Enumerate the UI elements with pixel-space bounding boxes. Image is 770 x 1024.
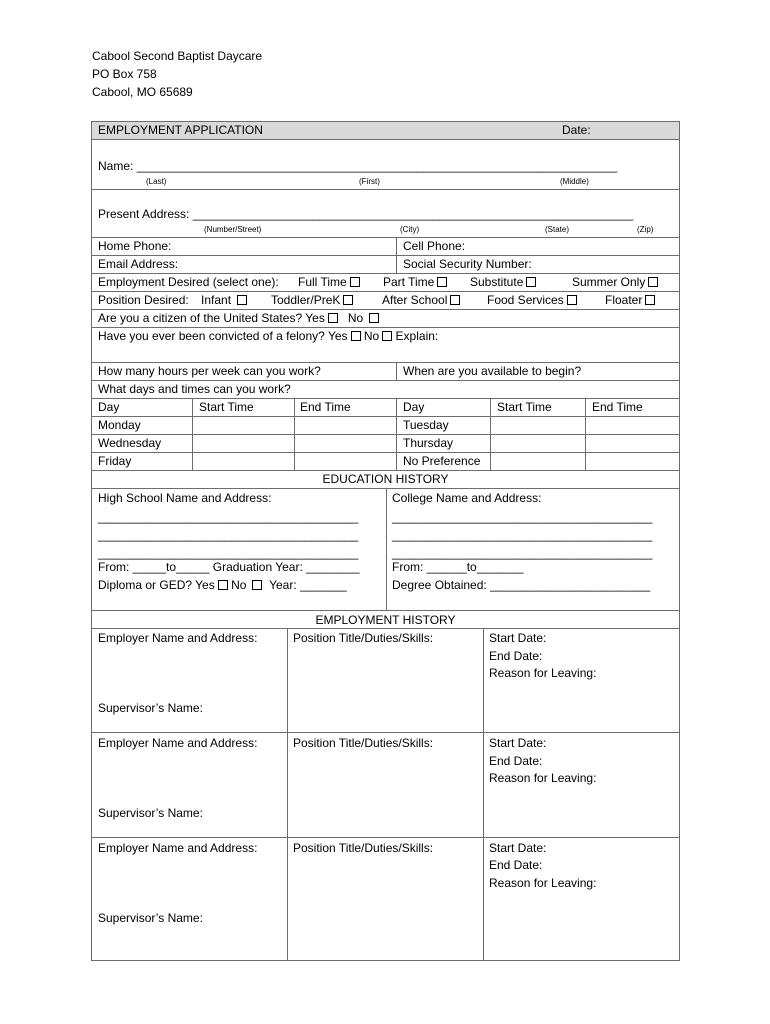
employment-header: EMPLOYMENT HISTORY (315, 613, 456, 627)
supervisor-label: Supervisor’s Name: (98, 911, 203, 925)
hs-line-1[interactable]: _______________________________________ (98, 510, 359, 524)
checkbox-part-time[interactable] (437, 277, 447, 287)
day-tuesday: Tuesday (403, 418, 449, 432)
diploma-question: Diploma or GED? Yes No Year: _______ (98, 578, 347, 592)
address-field[interactable]: __________________________________________________________________ (192, 207, 634, 221)
checkbox-full-time[interactable] (350, 277, 360, 287)
checkbox-citizen-yes[interactable] (328, 313, 338, 323)
address-label: Present Address: __________________________________________________________________ (98, 207, 634, 221)
college-line-1[interactable]: _______________________________________ (392, 510, 653, 524)
checkbox-felony-yes[interactable] (351, 331, 361, 341)
email-label[interactable]: Email Address: (98, 257, 179, 271)
hs-label: High School Name and Address: (98, 491, 272, 505)
checkbox-food-services[interactable] (567, 295, 577, 305)
divider (91, 434, 680, 435)
days-question: What days and times can you work? (98, 382, 291, 396)
checkbox-infant[interactable] (237, 295, 247, 305)
end-col-header: End Time (592, 400, 643, 414)
org-po-box: PO Box 758 (92, 67, 157, 81)
checkbox-summer-only[interactable] (648, 277, 658, 287)
divider (396, 398, 397, 470)
home-phone-label[interactable]: Home Phone: (98, 239, 172, 253)
pos-opt-toddler[interactable]: Toddler/PreK (271, 292, 353, 308)
employment-desired-label: Employment Desired (select one): (98, 275, 279, 289)
border-left (91, 121, 92, 961)
divider (490, 398, 491, 470)
reason-label: Reason for Leaving: (489, 771, 597, 785)
divider (91, 452, 680, 453)
address-street-caption: (Number/Street) (204, 225, 262, 234)
checkbox-diploma-yes[interactable] (218, 580, 228, 590)
day-friday: Friday (98, 454, 132, 468)
divider (91, 732, 680, 733)
checkbox-diploma-no[interactable] (252, 580, 262, 590)
checkbox-felony-no[interactable] (382, 331, 392, 341)
name-last-caption: (Last) (146, 177, 167, 186)
emp-opt-summer-only[interactable]: Summer Only (572, 274, 658, 290)
checkbox-citizen-no[interactable] (369, 313, 379, 323)
divider (483, 628, 484, 960)
start-col-header: Start Time (199, 400, 254, 414)
position-label: Position Title/Duties/Skills: (293, 736, 434, 750)
graduation-year[interactable]: Year: _______ (269, 578, 347, 592)
divider (396, 237, 397, 273)
end-date-label: End Date: (489, 858, 543, 872)
start-date-label: Start Date: (489, 841, 547, 855)
college-label: College Name and Address: (392, 491, 542, 505)
degree-obtained[interactable]: Degree Obtained: ________________________ (392, 578, 651, 592)
hours-question[interactable]: How many hours per week can you work? (98, 364, 321, 378)
address-city-caption: (City) (400, 225, 420, 234)
college-from-to[interactable]: From: ______to_______ (392, 560, 524, 574)
org-city: Cabool, MO 65689 (92, 85, 193, 99)
employer-label: Employer Name and Address: (98, 631, 258, 645)
position-label: Position Title/Duties/Skills: (293, 631, 434, 645)
border-bottom (91, 960, 680, 961)
divider (91, 610, 680, 611)
hs-line-2[interactable]: _______________________________________ (98, 528, 359, 542)
name-middle-caption: (Middle) (560, 177, 589, 186)
divider (91, 416, 680, 417)
checkbox-toddler[interactable] (343, 295, 353, 305)
name-first-caption: (First) (359, 177, 380, 186)
divider (287, 628, 288, 960)
divider (585, 398, 586, 470)
divider (386, 488, 387, 610)
pos-opt-floater[interactable]: Floater (605, 292, 655, 308)
emp-opt-full-time[interactable]: Full Time (298, 274, 360, 290)
employer-label: Employer Name and Address: (98, 841, 258, 855)
address-state-caption: (State) (545, 225, 570, 234)
felony-question: Have you ever been convicted of a felony? Yes No Explain: (98, 329, 439, 343)
divider (91, 628, 680, 629)
reason-label: Reason for Leaving: (489, 876, 597, 890)
pos-opt-infant[interactable]: Infant (201, 292, 247, 308)
start-date-label: Start Date: (489, 736, 547, 750)
divider (91, 237, 680, 238)
start-date-label: Start Date: (489, 631, 547, 645)
address-zip-caption: (Zip) (637, 225, 654, 234)
date-label: Date: (562, 123, 591, 137)
day-no-preference: No Preference (403, 454, 481, 468)
name-field[interactable]: ________________________________________________________________________ (136, 159, 618, 173)
position-label: Position Title/Duties/Skills: (293, 841, 434, 855)
divider (91, 189, 680, 190)
citizen-question: Are you a citizen of the United States? Yes No (98, 310, 379, 326)
pos-opt-after-school[interactable]: After School (382, 292, 460, 308)
employer-label: Employer Name and Address: (98, 736, 258, 750)
emp-opt-part-time[interactable]: Part Time (383, 274, 447, 290)
divider (192, 398, 193, 470)
begin-question[interactable]: When are you available to begin? (403, 364, 582, 378)
border-top (91, 121, 680, 122)
hs-from-to[interactable]: From: _____to_____ Graduation Year: ________ (98, 560, 360, 574)
name-label: Name: ________________________________________________________________________ (98, 159, 618, 173)
day-wednesday: Wednesday (98, 436, 162, 450)
education-header: EDUCATION HISTORY (322, 472, 449, 486)
day-col-header: Day (403, 400, 425, 414)
reason-label: Reason for Leaving: (489, 666, 597, 680)
day-monday: Monday (98, 418, 141, 432)
emp-opt-substitute[interactable]: Substitute (470, 274, 536, 290)
org-name: Cabool Second Baptist Daycare (92, 49, 263, 63)
ssn-label[interactable]: Social Security Number: (403, 257, 532, 271)
divider (91, 255, 680, 256)
end-col-header: End Time (300, 400, 351, 414)
title-bottom (91, 139, 680, 140)
divider (91, 837, 680, 838)
supervisor-label: Supervisor’s Name: (98, 701, 203, 715)
checkbox-after-school[interactable] (450, 295, 460, 305)
form-title: EMPLOYMENT APPLICATION (98, 123, 263, 137)
position-desired-label: Position Desired: (98, 293, 189, 307)
checkbox-substitute[interactable] (526, 277, 536, 287)
hs-line-3[interactable]: _______________________________________ (98, 546, 359, 560)
checkbox-floater[interactable] (645, 295, 655, 305)
divider (294, 398, 295, 470)
end-date-label: End Date: (489, 754, 543, 768)
cell-phone-label[interactable]: Cell Phone: (403, 239, 466, 253)
college-line-2[interactable]: _______________________________________ (392, 528, 653, 542)
end-date-label: End Date: (489, 649, 543, 663)
college-line-3[interactable]: _______________________________________ (392, 546, 653, 560)
day-thursday: Thursday (403, 436, 454, 450)
day-col-header: Day (98, 400, 120, 414)
border-right (679, 121, 680, 961)
supervisor-label: Supervisor’s Name: (98, 806, 203, 820)
divider (396, 362, 397, 380)
pos-opt-food-services[interactable]: Food Services (487, 292, 577, 308)
start-col-header: Start Time (497, 400, 552, 414)
